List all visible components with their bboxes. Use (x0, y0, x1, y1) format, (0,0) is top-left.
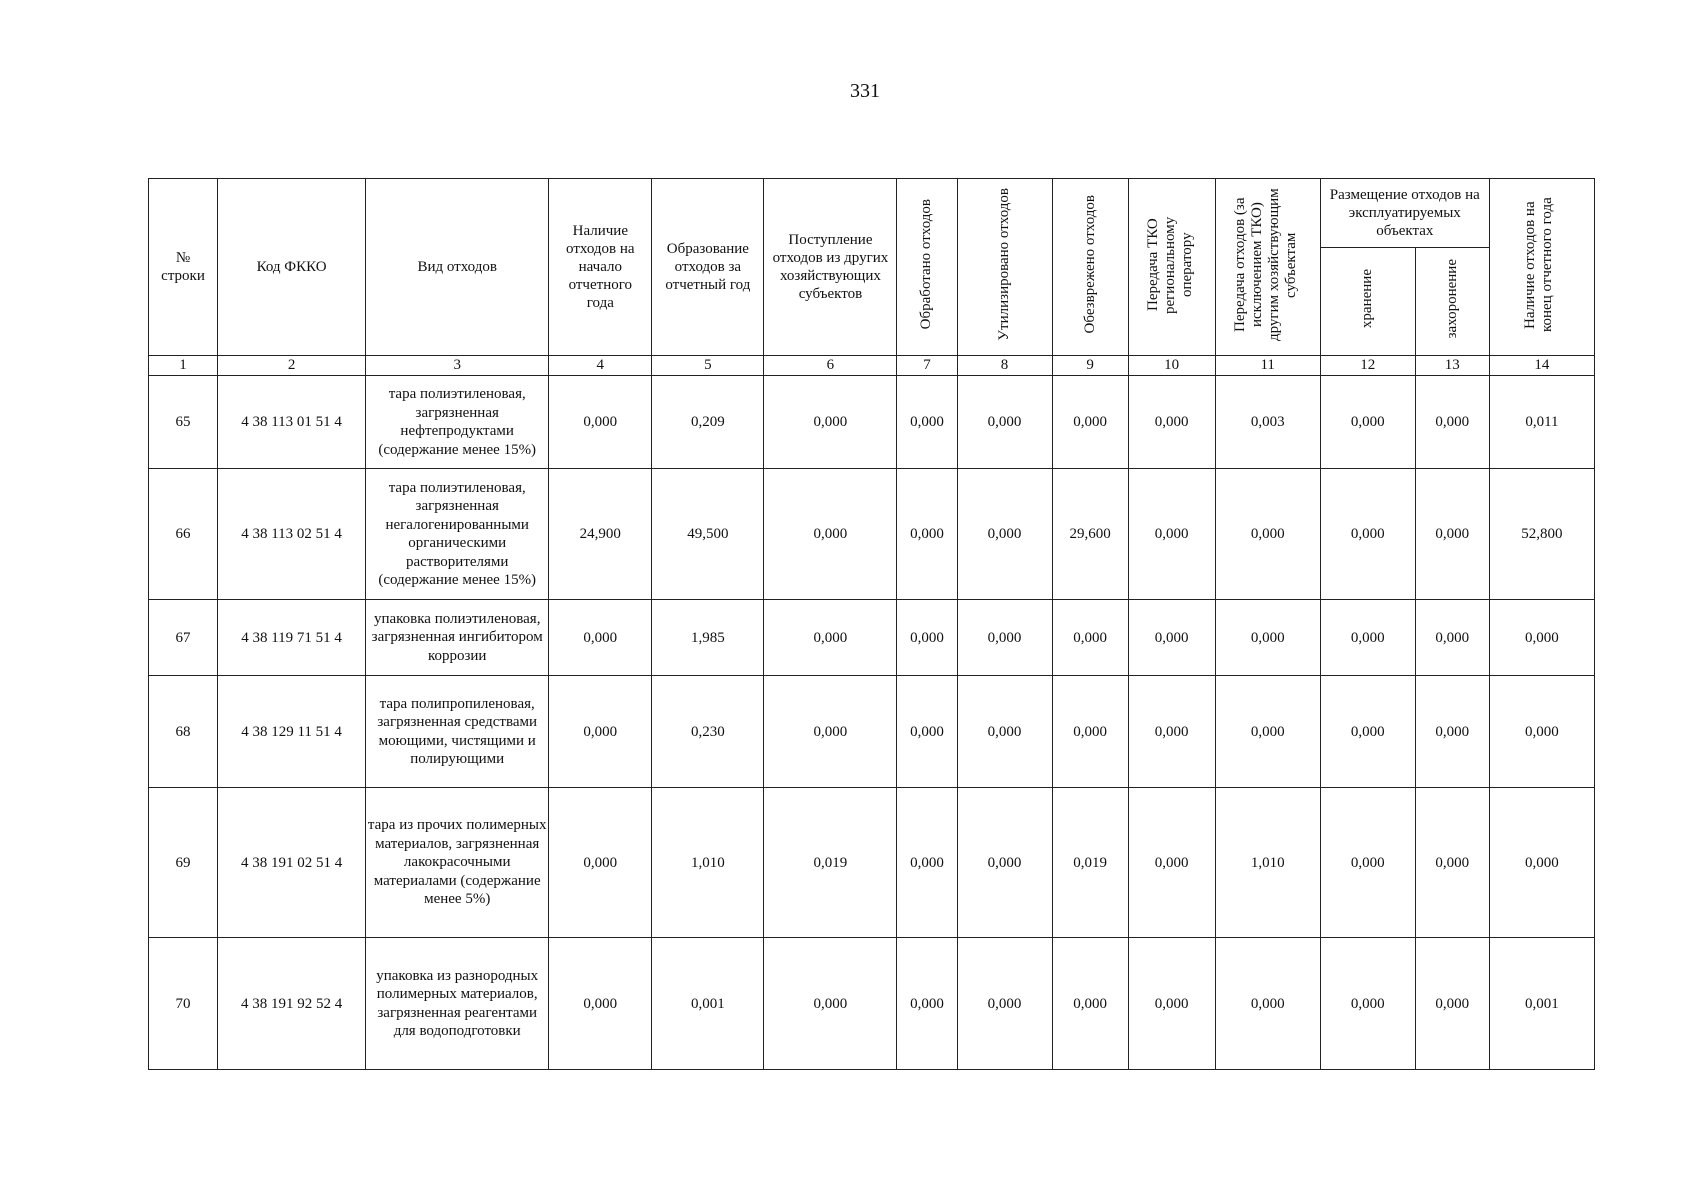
value-start: 0,000 (549, 788, 652, 938)
row-number: 68 (149, 676, 218, 788)
table-row (149, 469, 1595, 600)
table-header (149, 179, 1595, 376)
header-end: Наличие отходов на конец отчетного года (1489, 179, 1594, 356)
column-number: 1 (149, 356, 218, 376)
header-placement: Размещение отходов на эксплуатируемых объектах (1320, 179, 1489, 248)
value-processed: 0,000 (897, 469, 957, 600)
value-received: 0,000 (764, 600, 897, 676)
header-storage: хранение (1320, 248, 1415, 356)
value-storage: 0,000 (1320, 788, 1415, 938)
header-tko-transfer: Передача ТКО региональному оператору (1128, 179, 1215, 356)
value-end: 0,000 (1489, 676, 1594, 788)
header-burial: захоронение (1415, 248, 1489, 356)
value-burial: 0,000 (1415, 600, 1489, 676)
value-end: 0,000 (1489, 600, 1594, 676)
value-utilized: 0,000 (957, 469, 1052, 600)
fkko-code: 4 38 129 11 51 4 (218, 676, 366, 788)
value-tko-transfer: 0,000 (1128, 676, 1215, 788)
value-formed: 0,001 (652, 938, 764, 1070)
table-row (149, 600, 1595, 676)
column-number: 13 (1415, 356, 1489, 376)
fkko-code: 4 38 113 01 51 4 (218, 376, 366, 469)
value-neutralized: 0,000 (1052, 676, 1128, 788)
header-received: Поступление отходов из других хозяйствующих субъектов (764, 179, 897, 356)
row-number: 69 (149, 788, 218, 938)
value-neutralized: 29,600 (1052, 469, 1128, 600)
value-utilized: 0,000 (957, 600, 1052, 676)
value-received: 0,000 (764, 469, 897, 600)
column-number: 7 (897, 356, 957, 376)
row-number: 70 (149, 938, 218, 1070)
value-burial: 0,000 (1415, 938, 1489, 1070)
value-processed: 0,000 (897, 788, 957, 938)
waste-type: упаковка полиэтиленовая, загрязненная ингибитором коррозии (366, 600, 549, 676)
row-number: 66 (149, 469, 218, 600)
column-number: 2 (218, 356, 366, 376)
value-other-transfer: 0,000 (1215, 469, 1320, 600)
column-number: 9 (1052, 356, 1128, 376)
header-processed: Обработано отходов (897, 179, 957, 356)
value-other-transfer: 1,010 (1215, 788, 1320, 938)
value-tko-transfer: 0,000 (1128, 469, 1215, 600)
table-row (149, 788, 1595, 938)
value-tko-transfer: 0,000 (1128, 376, 1215, 469)
value-tko-transfer: 0,000 (1128, 600, 1215, 676)
page-number: 331 (850, 80, 880, 102)
value-other-transfer: 0,000 (1215, 938, 1320, 1070)
value-start: 0,000 (549, 938, 652, 1070)
value-start: 0,000 (549, 600, 652, 676)
value-burial: 0,000 (1415, 469, 1489, 600)
row-number: 65 (149, 376, 218, 469)
value-neutralized: 0,019 (1052, 788, 1128, 938)
value-processed: 0,000 (897, 938, 957, 1070)
value-other-transfer: 0,000 (1215, 676, 1320, 788)
header-row-no: № строки (149, 179, 218, 356)
value-tko-transfer: 0,000 (1128, 788, 1215, 938)
header-utilized: Утилизировано отходов (957, 179, 1052, 356)
value-storage: 0,000 (1320, 600, 1415, 676)
value-received: 0,000 (764, 938, 897, 1070)
value-utilized: 0,000 (957, 376, 1052, 469)
table-row (149, 676, 1595, 788)
value-formed: 1,010 (652, 788, 764, 938)
value-formed: 0,230 (652, 676, 764, 788)
table-row (149, 376, 1595, 469)
value-received: 0,000 (764, 376, 897, 469)
value-other-transfer: 0,003 (1215, 376, 1320, 469)
value-end: 52,800 (1489, 469, 1594, 600)
value-received: 0,019 (764, 788, 897, 938)
value-storage: 0,000 (1320, 676, 1415, 788)
value-burial: 0,000 (1415, 676, 1489, 788)
header-start: Наличие отходов на начало отчетного года (549, 179, 652, 356)
column-number: 10 (1128, 356, 1215, 376)
value-start: 0,000 (549, 376, 652, 469)
value-other-transfer: 0,000 (1215, 600, 1320, 676)
waste-type: тара полипропиленовая, загрязненная средствами моющими, чистящими и полирующими (366, 676, 549, 788)
value-utilized: 0,000 (957, 676, 1052, 788)
waste-type: тара полиэтиленовая, загрязненная негалогенированными органическими растворителями (содержание менее 15%) (366, 469, 549, 600)
column-number: 12 (1320, 356, 1415, 376)
row-number: 67 (149, 600, 218, 676)
value-end: 0,001 (1489, 938, 1594, 1070)
value-processed: 0,000 (897, 600, 957, 676)
fkko-code: 4 38 119 71 51 4 (218, 600, 366, 676)
fkko-code: 4 38 191 92 52 4 (218, 938, 366, 1070)
column-number: 3 (366, 356, 549, 376)
value-received: 0,000 (764, 676, 897, 788)
value-storage: 0,000 (1320, 469, 1415, 600)
table-row (149, 938, 1595, 1070)
column-number: 11 (1215, 356, 1320, 376)
value-end: 0,011 (1489, 376, 1594, 469)
column-number: 4 (549, 356, 652, 376)
column-number-row (149, 356, 1595, 376)
table-body (149, 376, 1595, 1070)
header-other-transfer: Передача отходов (за исключением ТКО) другим хозяйствующим субъектам (1215, 179, 1320, 356)
value-storage: 0,000 (1320, 938, 1415, 1070)
fkko-code: 4 38 191 02 51 4 (218, 788, 366, 938)
value-utilized: 0,000 (957, 938, 1052, 1070)
value-processed: 0,000 (897, 676, 957, 788)
value-formed: 0,209 (652, 376, 764, 469)
value-tko-transfer: 0,000 (1128, 938, 1215, 1070)
column-number: 5 (652, 356, 764, 376)
value-neutralized: 0,000 (1052, 938, 1128, 1070)
header-formed: Образование отходов за отчетный год (652, 179, 764, 356)
waste-type: тара полиэтиленовая, загрязненная нефтепродуктами (содержание менее 15%) (366, 376, 549, 469)
value-start: 0,000 (549, 676, 652, 788)
value-storage: 0,000 (1320, 376, 1415, 469)
value-formed: 49,500 (652, 469, 764, 600)
fkko-code: 4 38 113 02 51 4 (218, 469, 366, 600)
value-burial: 0,000 (1415, 376, 1489, 469)
header-neutralized: Обезврежено отходов (1052, 179, 1128, 356)
waste-type: тара из прочих полимерных материалов, загрязненная лакокрасочными материалами (содержание менее 5%) (366, 788, 549, 938)
header-code: Код ФККО (218, 179, 366, 356)
waste-type: упаковка из разнородных полимерных материалов, загрязненная реагентами для водоподготовки (366, 938, 549, 1070)
header-type: Вид отходов (366, 179, 549, 356)
value-neutralized: 0,000 (1052, 376, 1128, 469)
column-number: 6 (764, 356, 897, 376)
value-burial: 0,000 (1415, 788, 1489, 938)
value-end: 0,000 (1489, 788, 1594, 938)
value-utilized: 0,000 (957, 788, 1052, 938)
value-start: 24,900 (549, 469, 652, 600)
value-neutralized: 0,000 (1052, 600, 1128, 676)
value-formed: 1,985 (652, 600, 764, 676)
value-processed: 0,000 (897, 376, 957, 469)
waste-table (148, 178, 1595, 1070)
column-number: 8 (957, 356, 1052, 376)
column-number: 14 (1489, 356, 1594, 376)
